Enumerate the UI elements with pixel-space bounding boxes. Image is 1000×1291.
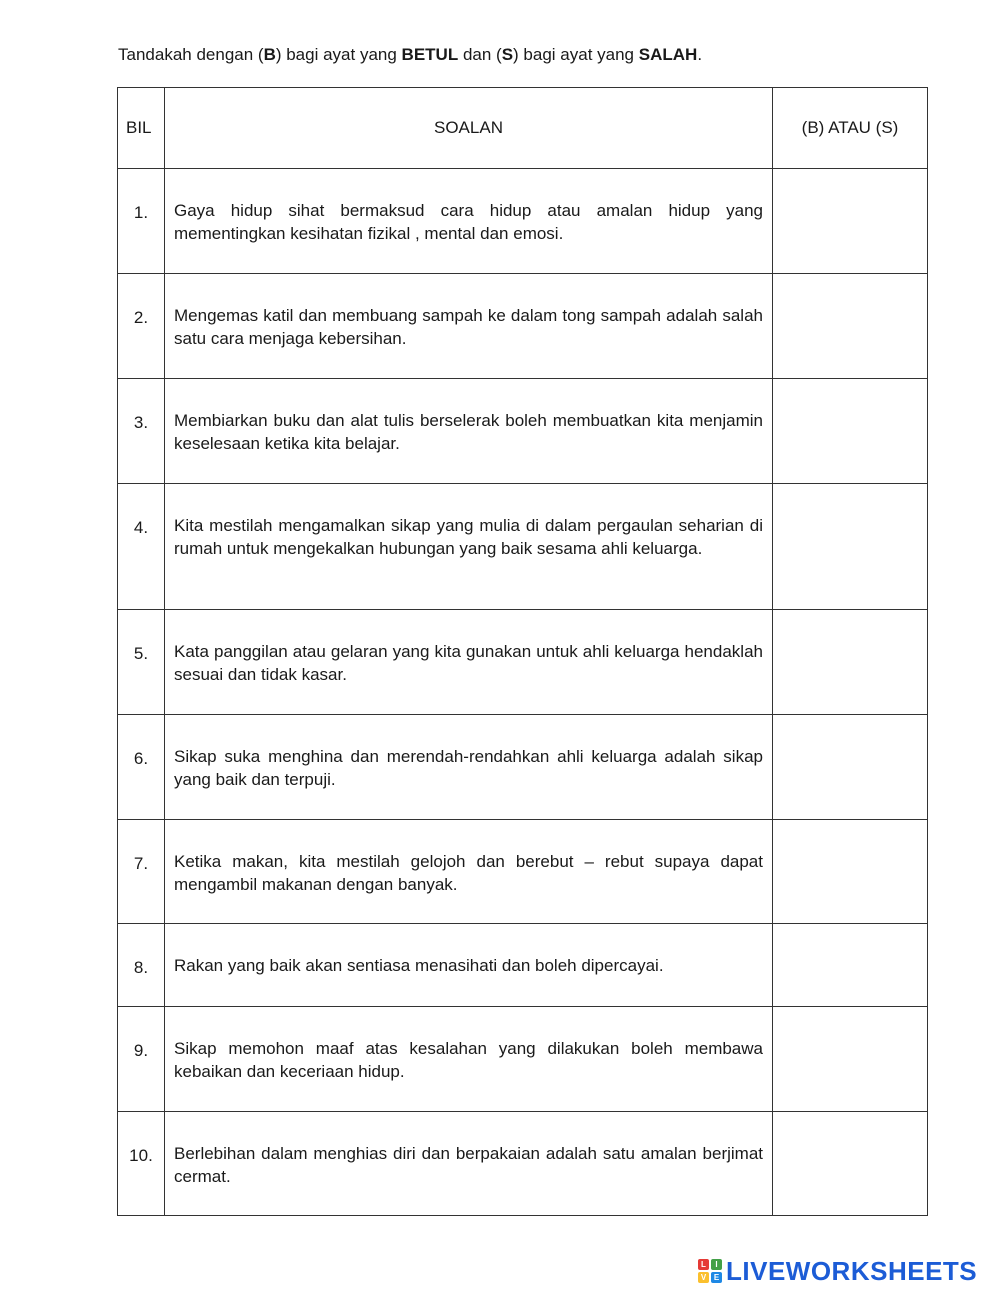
logo-text: LIVEWORKSHEETS: [726, 1255, 978, 1286]
answer-box[interactable]: [773, 274, 928, 379]
question-text: Berlebihan dalam menghias diri dan berpakaian adalah satu amalan berjimat cermat.: [165, 1112, 773, 1216]
instruction-bold-salah: SALAH: [638, 45, 698, 64]
question-text: Gaya hidup sihat bermaksud cara hidup atau amalan hidup yang mementingkan kesihatan fizikal , mental dan emosi.: [165, 169, 773, 274]
answer-box[interactable]: [773, 924, 928, 1007]
logo-mark-tile: L: [698, 1259, 709, 1270]
instruction-part: dan (: [458, 45, 502, 64]
table-row: [118, 484, 928, 610]
question-number: 4.: [118, 484, 165, 610]
question-text: Sikap suka menghina dan merendah-rendahkan ahli keluarga adalah sikap yang baik dan terpuji.: [165, 715, 773, 820]
question-number: 1.: [118, 169, 165, 274]
table-row: [118, 274, 928, 379]
question-text: Sikap memohon maaf atas kesalahan yang dilakukan boleh membawa kebaikan dan keceriaan hidup.: [165, 1007, 773, 1112]
answer-box[interactable]: [773, 379, 928, 484]
instruction-bold-betul: BETUL: [401, 45, 459, 64]
instruction-text: [118, 44, 702, 66]
instruction-part: Tandakah dengan (: [118, 45, 264, 64]
question-number: 3.: [118, 379, 165, 484]
answer-box[interactable]: [773, 484, 928, 610]
answer-box[interactable]: [773, 820, 928, 924]
instruction-part: ) bagi ayat yang: [513, 45, 639, 64]
logo-mark-tile: V: [698, 1272, 709, 1283]
answer-box[interactable]: [773, 169, 928, 274]
answer-box[interactable]: [773, 1007, 928, 1112]
answer-box[interactable]: [773, 1112, 928, 1216]
table-row: [118, 379, 928, 484]
table-row: [118, 715, 928, 820]
question-number: 10.: [118, 1112, 165, 1216]
answer-box[interactable]: [773, 610, 928, 715]
answer-box[interactable]: [773, 715, 928, 820]
table-header-row: [118, 88, 928, 169]
header-soalan: SOALAN: [165, 88, 773, 169]
instruction-part: .: [697, 45, 703, 64]
instruction-bold-s: S: [501, 45, 514, 64]
question-text: Mengemas katil dan membuang sampah ke dalam tong sampah adalah salah satu cara menjaga kebersihan.: [165, 274, 773, 379]
logo-mark-icon: [698, 1259, 722, 1283]
table-row: [118, 1007, 928, 1112]
table-row: [118, 169, 928, 274]
table-row: [118, 820, 928, 924]
table-row: [118, 610, 928, 715]
question-text: Kata panggilan atau gelaran yang kita gunakan untuk ahli keluarga hendaklah sesuai dan tidak kasar.: [165, 610, 773, 715]
table-row: [118, 924, 928, 1007]
quiz-table: [117, 87, 928, 1216]
question-number: 7.: [118, 820, 165, 924]
header-answer: (B) ATAU (S): [773, 88, 928, 169]
instruction-part: ) bagi ayat yang: [275, 45, 402, 64]
question-number: 6.: [118, 715, 165, 820]
question-number: 2.: [118, 274, 165, 379]
logo-mark-tile: I: [711, 1259, 722, 1270]
question-number: 9.: [118, 1007, 165, 1112]
header-bil: BIL: [118, 88, 165, 169]
table-row: [118, 1112, 928, 1216]
question-number: 5.: [118, 610, 165, 715]
logo-mark-tile: E: [711, 1272, 722, 1283]
question-text: Membiarkan buku dan alat tulis berselerak boleh membuatkan kita menjamin keselesaan ketika kita belajar.: [165, 379, 773, 484]
question-text: Rakan yang baik akan sentiasa menasihati dan boleh dipercayai.: [165, 924, 773, 1007]
question-text: Ketika makan, kita mestilah gelojoh dan berebut – rebut supaya dapat mengambil makanan dengan banyak.: [165, 820, 773, 924]
question-number: 8.: [118, 924, 165, 1007]
question-text: Kita mestilah mengamalkan sikap yang mulia di dalam pergaulan seharian di rumah untuk mengekalkan hubungan yang baik sesama ahli keluarga.: [165, 484, 773, 610]
instruction-bold-b: B: [263, 45, 276, 64]
liveworksheets-logo[interactable]: [698, 1257, 977, 1285]
